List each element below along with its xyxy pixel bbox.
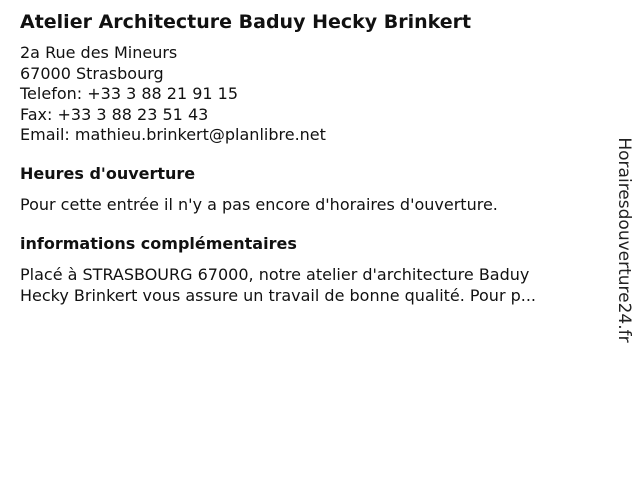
- opening-hours-text: Pour cette entrée il n'y a pas encore d'horaires d'ouverture.: [20, 195, 498, 214]
- site-watermark: Horairesdouverture24.fr: [614, 137, 634, 343]
- additional-info-text: [20, 264, 600, 306]
- address-street: 2a Rue des Mineurs: [20, 43, 178, 62]
- additional-info-line-1: Placé à STRASBOURG 67000, notre atelier d'architecture Baduy: [20, 265, 530, 284]
- contact-details: [20, 43, 326, 146]
- opening-hours-heading: Heures d'ouverture: [20, 164, 196, 183]
- address-city: 67000 Strasbourg: [20, 63, 164, 83]
- phone-number: Telefon: +33 3 88 21 91 15: [20, 84, 239, 103]
- additional-info-line-2: Hecky Brinkert vous assure un travail de bonne qualité. Pour p...: [20, 286, 537, 305]
- business-name: Atelier Architecture Baduy Hecky Brinkert: [20, 11, 472, 33]
- fax-number: Fax: +33 3 88 23 51 43: [20, 104, 209, 124]
- additional-info-heading: informations complémentaires: [20, 234, 297, 253]
- email-address: Email: mathieu.brinkert@planlibre.net: [20, 125, 326, 144]
